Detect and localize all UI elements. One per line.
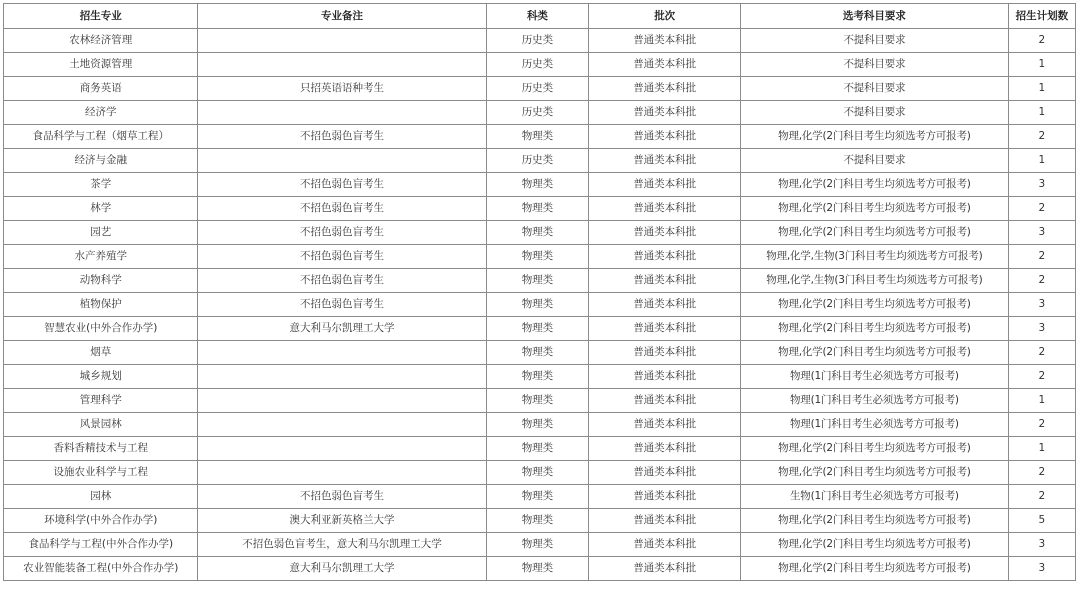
cell-batch: 普通类本科批 (589, 509, 741, 533)
cell-batch: 普通类本科批 (589, 317, 741, 341)
cell-major: 智慧农业(中外合作办学) (4, 317, 198, 341)
cell-subject-category: 物理类 (486, 173, 589, 197)
cell-subject-requirement: 不提科目要求 (741, 53, 1009, 77)
cell-subject-requirement: 生物(1门科目考生必须选考方可报考) (741, 485, 1009, 509)
cell-plan-count: 3 (1008, 533, 1075, 557)
cell-major-note: 不招色弱色盲考生 (198, 269, 486, 293)
cell-plan-count: 3 (1008, 173, 1075, 197)
cell-subject-category: 物理类 (486, 389, 589, 413)
cell-subject-category: 物理类 (486, 557, 589, 581)
cell-major: 商务英语 (4, 77, 198, 101)
table-row (4, 485, 1076, 509)
cell-major: 食品科学与工程(中外合作办学) (4, 533, 198, 557)
cell-major-note (198, 437, 486, 461)
enrollment-plan-table-container (3, 3, 1076, 581)
cell-major: 管理科学 (4, 389, 198, 413)
cell-subject-requirement: 物理,化学(2门科目考生均须选考方可报考) (741, 173, 1009, 197)
cell-major: 园林 (4, 485, 198, 509)
cell-major-note (198, 53, 486, 77)
table-row (4, 101, 1076, 125)
cell-subject-category: 历史类 (486, 77, 589, 101)
cell-batch: 普通类本科批 (589, 389, 741, 413)
cell-major: 农业智能装备工程(中外合作办学) (4, 557, 198, 581)
cell-subject-requirement: 物理(1门科目考生必须选考方可报考) (741, 389, 1009, 413)
cell-subject-requirement: 物理(1门科目考生必须选考方可报考) (741, 413, 1009, 437)
cell-plan-count: 1 (1008, 149, 1075, 173)
cell-subject-category: 物理类 (486, 413, 589, 437)
cell-major: 经济与金融 (4, 149, 198, 173)
cell-major-note (198, 341, 486, 365)
cell-subject-requirement: 物理,化学(2门科目考生均须选考方可报考) (741, 197, 1009, 221)
cell-major: 食品科学与工程（烟草工程） (4, 125, 198, 149)
cell-plan-count: 2 (1008, 197, 1075, 221)
cell-subject-requirement: 物理,化学(2门科目考生均须选考方可报考) (741, 125, 1009, 149)
table-row (4, 149, 1076, 173)
cell-batch: 普通类本科批 (589, 245, 741, 269)
cell-major-note: 不招色弱色盲考生 (198, 197, 486, 221)
cell-major: 水产养殖学 (4, 245, 198, 269)
cell-subject-requirement: 物理,化学(2门科目考生均须选考方可报考) (741, 437, 1009, 461)
table-row (4, 245, 1076, 269)
cell-major: 环境科学(中外合作办学) (4, 509, 198, 533)
cell-subject-category: 历史类 (486, 101, 589, 125)
cell-subject-category: 物理类 (486, 365, 589, 389)
cell-plan-count: 5 (1008, 509, 1075, 533)
cell-subject-category: 物理类 (486, 485, 589, 509)
cell-batch: 普通类本科批 (589, 29, 741, 53)
cell-major: 动物科学 (4, 269, 198, 293)
cell-batch: 普通类本科批 (589, 197, 741, 221)
cell-subject-requirement: 物理,化学,生物(3门科目考生均须选考方可报考) (741, 245, 1009, 269)
cell-subject-category: 物理类 (486, 245, 589, 269)
cell-subject-requirement: 不提科目要求 (741, 101, 1009, 125)
cell-batch: 普通类本科批 (589, 173, 741, 197)
cell-subject-category: 历史类 (486, 149, 589, 173)
cell-major: 园艺 (4, 221, 198, 245)
enrollment-plan-table (3, 3, 1076, 581)
cell-plan-count: 2 (1008, 245, 1075, 269)
cell-major-note (198, 149, 486, 173)
cell-major: 林学 (4, 197, 198, 221)
cell-subject-category: 物理类 (486, 221, 589, 245)
cell-batch: 普通类本科批 (589, 293, 741, 317)
cell-plan-count: 2 (1008, 413, 1075, 437)
cell-plan-count: 3 (1008, 557, 1075, 581)
cell-major: 农林经济管理 (4, 29, 198, 53)
cell-major-note: 不招色弱色盲考生 (198, 293, 486, 317)
cell-major-note: 不招色弱色盲考生 (198, 245, 486, 269)
cell-major: 土地资源管理 (4, 53, 198, 77)
table-row (4, 533, 1076, 557)
cell-major-note (198, 413, 486, 437)
table-row (4, 317, 1076, 341)
cell-major-note: 意大利马尔凯理工大学 (198, 317, 486, 341)
cell-subject-category: 物理类 (486, 509, 589, 533)
cell-plan-count: 2 (1008, 485, 1075, 509)
cell-subject-requirement: 物理,化学(2门科目考生均须选考方可报考) (741, 509, 1009, 533)
cell-subject-requirement: 物理,化学(2门科目考生均须选考方可报考) (741, 557, 1009, 581)
cell-major: 烟草 (4, 341, 198, 365)
cell-plan-count: 1 (1008, 77, 1075, 101)
cell-subject-category: 物理类 (486, 317, 589, 341)
cell-batch: 普通类本科批 (589, 461, 741, 485)
cell-major-note (198, 29, 486, 53)
cell-plan-count: 1 (1008, 437, 1075, 461)
table-row (4, 293, 1076, 317)
cell-subject-category: 物理类 (486, 125, 589, 149)
cell-subject-requirement: 物理,化学(2门科目考生均须选考方可报考) (741, 293, 1009, 317)
cell-major-note: 不招色弱色盲考生 (198, 173, 486, 197)
table-row (4, 365, 1076, 389)
cell-subject-category: 物理类 (486, 461, 589, 485)
cell-subject-requirement: 不提科目要求 (741, 77, 1009, 101)
cell-batch: 普通类本科批 (589, 341, 741, 365)
table-row (4, 389, 1076, 413)
cell-plan-count: 2 (1008, 341, 1075, 365)
table-row (4, 413, 1076, 437)
cell-batch: 普通类本科批 (589, 77, 741, 101)
table-row (4, 557, 1076, 581)
cell-plan-count: 1 (1008, 389, 1075, 413)
table-row (4, 173, 1076, 197)
cell-batch: 普通类本科批 (589, 53, 741, 77)
cell-plan-count: 2 (1008, 29, 1075, 53)
cell-major-note: 不招色弱色盲考生 (198, 485, 486, 509)
cell-subject-category: 物理类 (486, 197, 589, 221)
header-major: 招生专业 (4, 4, 198, 29)
cell-major: 茶学 (4, 173, 198, 197)
cell-batch: 普通类本科批 (589, 413, 741, 437)
table-row (4, 29, 1076, 53)
table-body (4, 29, 1076, 581)
cell-subject-requirement: 不提科目要求 (741, 149, 1009, 173)
header-batch: 批次 (589, 4, 741, 29)
cell-major-note: 不招色弱色盲考生 (198, 221, 486, 245)
cell-subject-requirement: 物理,化学(2门科目考生均须选考方可报考) (741, 317, 1009, 341)
table-row (4, 221, 1076, 245)
cell-subject-category: 物理类 (486, 341, 589, 365)
cell-major-note: 澳大利亚新英格兰大学 (198, 509, 486, 533)
table-row (4, 197, 1076, 221)
cell-major-note (198, 365, 486, 389)
cell-plan-count: 3 (1008, 293, 1075, 317)
table-row (4, 509, 1076, 533)
cell-batch: 普通类本科批 (589, 437, 741, 461)
cell-plan-count: 1 (1008, 101, 1075, 125)
cell-plan-count: 2 (1008, 461, 1075, 485)
cell-batch: 普通类本科批 (589, 557, 741, 581)
cell-subject-category: 历史类 (486, 53, 589, 77)
header-plan-count: 招生计划数 (1008, 4, 1075, 29)
cell-plan-count: 2 (1008, 269, 1075, 293)
header-subject-category: 科类 (486, 4, 589, 29)
cell-batch: 普通类本科批 (589, 365, 741, 389)
cell-plan-count: 2 (1008, 365, 1075, 389)
cell-batch: 普通类本科批 (589, 101, 741, 125)
cell-subject-requirement: 物理,化学(2门科目考生均须选考方可报考) (741, 341, 1009, 365)
table-row (4, 269, 1076, 293)
cell-major: 香料香精技术与工程 (4, 437, 198, 461)
cell-subject-requirement: 物理,化学,生物(3门科目考生均须选考方可报考) (741, 269, 1009, 293)
header-major-note: 专业备注 (198, 4, 486, 29)
cell-subject-requirement: 不提科目要求 (741, 29, 1009, 53)
table-row (4, 125, 1076, 149)
cell-batch: 普通类本科批 (589, 125, 741, 149)
cell-batch: 普通类本科批 (589, 221, 741, 245)
cell-subject-category: 物理类 (486, 533, 589, 557)
cell-subject-category: 物理类 (486, 437, 589, 461)
cell-subject-requirement: 物理,化学(2门科目考生均须选考方可报考) (741, 221, 1009, 245)
cell-major-note: 不招色弱色盲考生，意大利马尔凯理工大学 (198, 533, 486, 557)
header-subject-requirement: 选考科目要求 (741, 4, 1009, 29)
table-row (4, 77, 1076, 101)
cell-plan-count: 1 (1008, 53, 1075, 77)
cell-major-note (198, 101, 486, 125)
cell-major: 设施农业科学与工程 (4, 461, 198, 485)
cell-major-note: 不招色弱色盲考生 (198, 125, 486, 149)
cell-batch: 普通类本科批 (589, 269, 741, 293)
cell-major-note: 只招英语语种考生 (198, 77, 486, 101)
cell-subject-requirement: 物理,化学(2门科目考生均须选考方可报考) (741, 461, 1009, 485)
table-row (4, 341, 1076, 365)
cell-subject-requirement: 物理(1门科目考生必须选考方可报考) (741, 365, 1009, 389)
cell-subject-category: 物理类 (486, 269, 589, 293)
table-row (4, 437, 1076, 461)
cell-plan-count: 3 (1008, 317, 1075, 341)
cell-subject-category: 物理类 (486, 293, 589, 317)
cell-subject-category: 历史类 (486, 29, 589, 53)
table-row (4, 53, 1076, 77)
cell-subject-requirement: 物理,化学(2门科目考生均须选考方可报考) (741, 533, 1009, 557)
cell-batch: 普通类本科批 (589, 485, 741, 509)
cell-major-note (198, 461, 486, 485)
cell-batch: 普通类本科批 (589, 149, 741, 173)
cell-batch: 普通类本科批 (589, 533, 741, 557)
cell-plan-count: 2 (1008, 125, 1075, 149)
table-row (4, 461, 1076, 485)
cell-major: 经济学 (4, 101, 198, 125)
table-header-row (4, 4, 1076, 29)
cell-major-note (198, 389, 486, 413)
cell-major: 风景园林 (4, 413, 198, 437)
cell-plan-count: 3 (1008, 221, 1075, 245)
cell-major: 植物保护 (4, 293, 198, 317)
cell-major: 城乡规划 (4, 365, 198, 389)
cell-major-note: 意大利马尔凯理工大学 (198, 557, 486, 581)
